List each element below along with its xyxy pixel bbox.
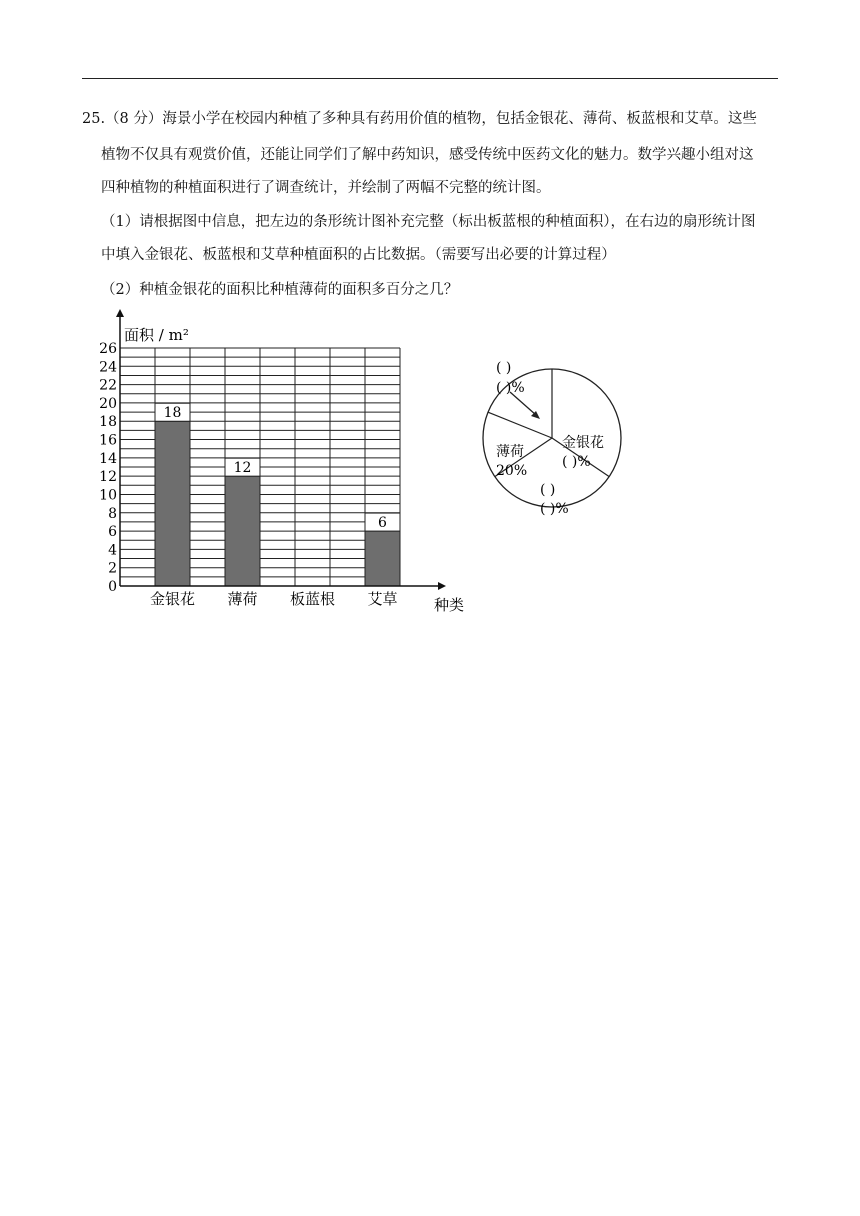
top-rule xyxy=(82,78,778,79)
x-tick-label: 薄荷 xyxy=(227,590,258,608)
pie-label-unknown-top-percent: ( )% xyxy=(496,380,525,396)
y-axis-arrow xyxy=(116,309,124,317)
pie-label-jinyinhua: 金银花 xyxy=(562,435,604,451)
bar-value-label: 6 xyxy=(378,515,387,532)
pie-label-unknown-top: ( ) xyxy=(496,360,512,376)
x-axis-arrow xyxy=(438,582,446,590)
pie-label-jinyinhua-percent: ( )% xyxy=(562,454,591,470)
bar-1 xyxy=(225,476,260,586)
part2-line: （2）种植金银花的面积比种植薄荷的面积多百分之几？ xyxy=(101,282,459,298)
y-tick-label: 8 xyxy=(108,505,117,522)
bar-0 xyxy=(155,421,190,586)
x-axis-label: 种类 xyxy=(434,596,465,614)
y-tick-label: 12 xyxy=(99,469,117,486)
question-line-2: 植物不仅具有观赏价值，还能让同学们了解中药知识，感受传统中医药文化的魅力。数学兴趣小组对这 xyxy=(101,147,754,163)
bar-3 xyxy=(365,531,400,586)
pie-label-unknown-bottom-percent: ( )% xyxy=(540,501,569,517)
x-tick-label: 金银花 xyxy=(149,590,196,608)
y-tick-label: 24 xyxy=(99,359,117,376)
x-tick-label: 艾草 xyxy=(367,590,398,608)
y-tick-label: 16 xyxy=(99,432,117,449)
bar-value-label: 18 xyxy=(163,405,182,422)
part1-line-1: （1）请根据图中信息，把左边的条形统计图补充完整（标出板蓝根的种植面积），在右边的扇形统计图 xyxy=(101,214,756,230)
x-tick-label: 板蓝根 xyxy=(289,590,336,608)
part1-line-2: 中填入金银花、板蓝根和艾草种植面积的占比数据。（需要写出必要的计算过程） xyxy=(101,247,616,263)
question-line-1: 25.（8 分）海景小学在校园内种植了多种具有药用价值的植物，包括金银花、薄荷、板蓝根和艾草。这些 xyxy=(82,111,757,127)
pie-label-bohe-percent: 20% xyxy=(496,463,528,479)
y-tick-label: 26 xyxy=(99,341,117,357)
y-tick-label: 18 xyxy=(99,414,117,431)
bar-chart xyxy=(96,308,476,618)
bar-value-label: 12 xyxy=(233,460,252,477)
pie-label-unknown-bottom: ( ) xyxy=(540,482,556,498)
pie-chart xyxy=(470,350,680,550)
y-tick-label: 14 xyxy=(99,450,117,467)
y-axis-label: 面积 / m² xyxy=(124,326,189,344)
pie-label-bohe: 薄荷 xyxy=(496,444,524,460)
question-line-3: 四种植物的种植面积进行了调查统计，并绘制了两幅不完整的统计图。 xyxy=(101,180,551,196)
y-tick-label: 6 xyxy=(108,524,117,541)
y-tick-label: 22 xyxy=(99,377,117,394)
y-tick-label: 4 xyxy=(108,542,117,559)
y-tick-label: 2 xyxy=(108,560,117,577)
y-tick-label: 10 xyxy=(99,487,117,504)
y-tick-label: 0 xyxy=(108,579,117,595)
y-tick-label: 20 xyxy=(99,395,117,412)
